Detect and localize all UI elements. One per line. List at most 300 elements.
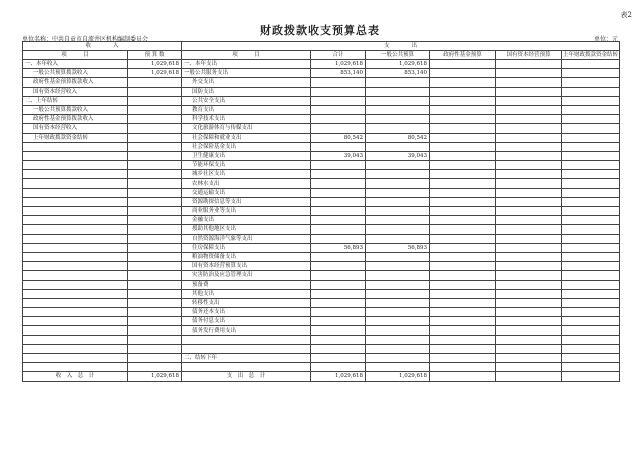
fund-budget-cell	[430, 124, 496, 133]
unit-measure: 单位：元	[593, 36, 618, 43]
income-value-cell	[128, 317, 182, 326]
prev-year-header: 上年财政拨款资金结转	[563, 52, 619, 58]
state-capital-cell	[496, 252, 562, 261]
fund-budget-cell	[430, 289, 496, 298]
state-capital-cell	[496, 124, 562, 133]
total-cell	[311, 363, 366, 372]
table-row	[23, 170, 620, 179]
expense-item-cell: 灾害防治及应急管理支出	[182, 271, 311, 280]
state-capital-cell	[496, 308, 562, 317]
total-cell	[311, 326, 366, 335]
fund-budget-cell	[430, 142, 496, 151]
state-capital-cell	[496, 78, 562, 87]
total-cell	[311, 298, 366, 307]
general-budget-cell	[366, 225, 430, 234]
fund-budget-cell	[430, 170, 496, 179]
income-value-cell	[128, 262, 182, 271]
income-item-cell	[23, 188, 128, 197]
income-value-cell	[128, 115, 182, 124]
general-total-value: 1,029,618	[366, 372, 430, 381]
state-capital-header: 国有资本经营预算	[496, 51, 562, 60]
total-cell: 853,140	[311, 69, 366, 78]
expense-item-cell: 公共安全支出	[182, 96, 311, 105]
prev-year-cell	[562, 161, 620, 170]
income-value-cell	[128, 298, 182, 307]
prev-year-cell	[562, 78, 620, 87]
fund-budget-cell	[430, 243, 496, 252]
income-value-cell	[128, 170, 182, 179]
table-row	[23, 207, 620, 216]
state-capital-cell	[496, 289, 562, 298]
form-number: 表2	[620, 11, 632, 19]
fund-budget-cell	[430, 344, 496, 353]
expense-item-cell: 农林水支出	[182, 179, 311, 188]
prev-year-cell	[562, 124, 620, 133]
expense-item-cell: 自然资源海洋气象等支出	[182, 234, 311, 243]
total-cell	[311, 78, 366, 87]
expense-item-cell: 一、本年支出	[182, 60, 311, 69]
prev-year-cell	[562, 207, 620, 216]
table-row	[23, 142, 620, 151]
fund-budget-cell	[430, 133, 496, 142]
income-value-cell	[128, 179, 182, 188]
income-item-cell	[23, 317, 128, 326]
income-value-cell: 1,029,618	[128, 69, 182, 78]
state-capital-cell	[496, 335, 562, 344]
expense-item-cell: 金融支出	[182, 216, 311, 225]
table-row	[23, 234, 620, 243]
prev-year-cell	[562, 96, 620, 105]
state-capital-cell	[496, 151, 562, 160]
table-row	[23, 252, 620, 261]
table-row	[23, 308, 620, 317]
table-row	[23, 105, 620, 114]
total-cell	[311, 335, 366, 344]
total-cell	[311, 317, 366, 326]
table-row	[23, 289, 620, 298]
income-item-cell	[23, 170, 128, 179]
income-value-cell	[128, 344, 182, 353]
table-row	[23, 197, 620, 206]
expense-item-cell: 社会保险基金支出	[182, 142, 311, 151]
total-cell	[311, 280, 366, 289]
general-budget-cell	[366, 197, 430, 206]
general-budget-cell	[366, 317, 430, 326]
income-item-cell	[23, 207, 128, 216]
prev-year-cell	[562, 60, 620, 69]
income-value-cell	[128, 252, 182, 261]
general-budget-cell: 80,542	[366, 133, 430, 142]
fund-total-value	[430, 372, 496, 381]
expense-item-cell: 科学技术支出	[182, 115, 311, 124]
expense-item-cell	[182, 363, 311, 372]
expense-header: 支 出	[182, 42, 620, 51]
fund-budget-cell	[430, 60, 496, 69]
income-item-cell: 一、本年收入	[23, 60, 128, 69]
expense-item-cell: 城乡社区支出	[182, 170, 311, 179]
general-budget-cell	[366, 188, 430, 197]
general-budget-cell: 853,140	[366, 69, 430, 78]
income-item-cell	[23, 354, 128, 363]
income-item-cell	[23, 262, 128, 271]
table-row	[23, 60, 620, 69]
general-budget-header: 一般公共预算	[366, 51, 430, 60]
state-capital-cell	[496, 317, 562, 326]
general-budget-cell	[366, 124, 430, 133]
income-item-cell: 国有资本经营收入	[23, 124, 128, 133]
table-row	[23, 335, 620, 344]
general-budget-cell	[366, 289, 430, 298]
prev-year-cell	[562, 262, 620, 271]
income-item-cell	[23, 243, 128, 252]
fund-budget-cell	[430, 317, 496, 326]
general-budget-cell	[366, 115, 430, 124]
fund-budget-cell	[430, 188, 496, 197]
expense-item-cell	[182, 344, 311, 353]
table-row	[23, 298, 620, 307]
header-row-1	[23, 42, 620, 51]
income-value-cell	[128, 280, 182, 289]
state-capital-cell	[496, 197, 562, 206]
income-item-cell	[23, 216, 128, 225]
general-budget-cell	[366, 78, 430, 87]
income-value-cell	[128, 363, 182, 372]
table-row	[23, 262, 620, 271]
table-row	[23, 96, 620, 105]
total-header: 合计	[311, 51, 366, 60]
general-budget-cell	[366, 326, 430, 335]
table-row	[23, 344, 620, 353]
state-capital-cell	[496, 344, 562, 353]
general-budget-cell	[366, 96, 430, 105]
state-capital-cell	[496, 225, 562, 234]
prev-year-cell	[562, 133, 620, 142]
fund-budget-cell	[430, 225, 496, 234]
income-item-cell	[23, 326, 128, 335]
total-cell: 56,893	[311, 243, 366, 252]
fund-budget-cell	[430, 234, 496, 243]
fund-budget-cell	[430, 161, 496, 170]
income-item-cell	[23, 280, 128, 289]
total-cell: 80,542	[311, 133, 366, 142]
expense-item-cell: 节能环保支出	[182, 161, 311, 170]
table-row	[23, 363, 620, 372]
fund-budget-cell	[430, 280, 496, 289]
expense-item-cell: 社会保障和就业支出	[182, 133, 311, 142]
state-capital-cell	[496, 87, 562, 96]
table-row	[23, 69, 620, 78]
income-value-cell	[128, 133, 182, 142]
income-value-cell	[128, 161, 182, 170]
income-item-cell	[23, 142, 128, 151]
income-item-header: 项 目	[23, 51, 128, 60]
expense-item-cell: 其他支出	[182, 289, 311, 298]
header-row-2	[23, 51, 620, 60]
general-budget-cell	[366, 298, 430, 307]
prev-year-cell	[562, 69, 620, 78]
expense-item-cell: 卫生健康支出	[182, 151, 311, 160]
income-value-cell	[128, 326, 182, 335]
state-capital-total-value	[496, 372, 562, 381]
prev-year-cell	[562, 142, 620, 151]
general-budget-cell	[366, 105, 430, 114]
income-item-cell	[23, 308, 128, 317]
prev-year-total-value	[562, 372, 620, 381]
fund-budget-cell	[430, 179, 496, 188]
total-cell	[311, 216, 366, 225]
state-capital-cell	[496, 363, 562, 372]
prev-year-cell	[562, 354, 620, 363]
income-item-cell	[23, 363, 128, 372]
state-capital-cell	[496, 243, 562, 252]
state-capital-cell	[496, 298, 562, 307]
total-cell	[311, 179, 366, 188]
income-item-cell	[23, 298, 128, 307]
expense-total-value: 1,029,618	[311, 372, 366, 381]
expense-item-cell: 国有资本经营预算支出	[182, 262, 311, 271]
prev-year-cell	[562, 170, 620, 179]
total-cell	[311, 188, 366, 197]
expense-item-cell: 转移性支出	[182, 298, 311, 307]
general-budget-cell	[366, 354, 430, 363]
state-capital-cell	[496, 262, 562, 271]
income-item-cell	[23, 225, 128, 234]
total-cell	[311, 124, 366, 133]
total-cell	[311, 197, 366, 206]
income-value-cell	[128, 188, 182, 197]
total-cell	[311, 252, 366, 261]
income-item-cell: 一般公共预算拨款收入	[23, 69, 128, 78]
general-budget-cell	[366, 142, 430, 151]
fund-budget-cell	[430, 197, 496, 206]
table-row	[23, 151, 620, 160]
prev-year-cell	[562, 280, 620, 289]
general-budget-cell	[366, 179, 430, 188]
state-capital-cell	[496, 207, 562, 216]
fund-budget-cell	[430, 216, 496, 225]
table-row	[23, 78, 620, 87]
unit-name: 单位名称：中共自贡市自流井区机构编制委员会	[22, 36, 149, 43]
income-value-cell	[128, 142, 182, 151]
total-cell	[311, 271, 366, 280]
income-item-cell: 上年财政拨款资金结转	[23, 133, 128, 142]
table-row	[23, 271, 620, 280]
budget-table	[22, 41, 620, 382]
fund-budget-cell	[430, 262, 496, 271]
prev-year-cell	[562, 363, 620, 372]
total-cell	[311, 344, 366, 353]
state-capital-cell	[496, 326, 562, 335]
table-row	[23, 179, 620, 188]
expense-item-cell: 国防支出	[182, 87, 311, 96]
prev-year-cell	[562, 105, 620, 114]
prev-year-cell	[562, 216, 620, 225]
income-total-label: 收 入 总 计	[23, 372, 128, 381]
general-budget-cell	[366, 335, 430, 344]
state-capital-cell	[496, 142, 562, 151]
state-capital-cell	[496, 170, 562, 179]
income-item-cell	[23, 271, 128, 280]
general-budget-cell	[366, 216, 430, 225]
general-budget-cell	[366, 252, 430, 261]
fund-budget-cell	[430, 363, 496, 372]
table-row	[23, 280, 620, 289]
expense-item-cell: 交通运输支出	[182, 188, 311, 197]
fund-budget-cell	[430, 105, 496, 114]
state-capital-cell	[496, 105, 562, 114]
general-budget-cell: 1,029,618	[366, 60, 430, 69]
income-item-cell: 一般公共预算拨款收入	[23, 105, 128, 114]
income-value-cell	[128, 308, 182, 317]
general-budget-cell	[366, 344, 430, 353]
fund-budget-cell	[430, 252, 496, 261]
total-cell	[311, 289, 366, 298]
income-value-cell	[128, 335, 182, 344]
income-item-cell: 国有资本经营收入	[23, 87, 128, 96]
expense-item-cell: 预备费	[182, 280, 311, 289]
income-value-cell	[128, 289, 182, 298]
table-row	[23, 225, 620, 234]
total-cell: 1,029,618	[311, 60, 366, 69]
income-value-cell	[128, 87, 182, 96]
table-row	[23, 188, 620, 197]
income-item-cell: 二、上年结转	[23, 96, 128, 105]
income-value-cell	[128, 151, 182, 160]
prev-year-cell	[562, 308, 620, 317]
general-budget-cell	[366, 207, 430, 216]
income-value-cell	[128, 207, 182, 216]
total-cell	[311, 262, 366, 271]
prev-year-cell	[562, 225, 620, 234]
general-budget-cell	[366, 262, 430, 271]
table-row	[23, 243, 620, 252]
income-item-cell	[23, 151, 128, 160]
general-budget-cell	[366, 308, 430, 317]
income-item-cell: 政府性基金预算拨款收入	[23, 115, 128, 124]
total-cell	[311, 96, 366, 105]
income-item-cell: 政府性基金预算拨款收入	[23, 78, 128, 87]
fund-budget-cell	[430, 78, 496, 87]
income-value-cell	[128, 124, 182, 133]
prev-year-cell	[562, 317, 620, 326]
state-capital-cell	[496, 161, 562, 170]
income-item-cell	[23, 335, 128, 344]
state-capital-cell	[496, 69, 562, 78]
total-cell	[311, 87, 366, 96]
total-cell	[311, 115, 366, 124]
prev-year-cell	[562, 197, 620, 206]
state-capital-cell	[496, 188, 562, 197]
income-item-cell	[23, 197, 128, 206]
prev-year-cell	[562, 289, 620, 298]
expense-item-cell: 资源勘探信息等支出	[182, 197, 311, 206]
total-cell: 39,043	[311, 151, 366, 160]
income-item-cell	[23, 289, 128, 298]
fund-budget-cell	[430, 335, 496, 344]
income-item-cell	[23, 234, 128, 243]
income-item-cell	[23, 344, 128, 353]
fund-budget-cell	[430, 271, 496, 280]
fund-budget-cell	[430, 96, 496, 105]
expense-item-cell: 外交支出	[182, 78, 311, 87]
income-item-cell	[23, 252, 128, 261]
income-value-cell	[128, 243, 182, 252]
total-cell	[311, 142, 366, 151]
state-capital-cell	[496, 115, 562, 124]
prev-year-cell	[562, 298, 620, 307]
general-budget-cell	[366, 87, 430, 96]
expense-item-cell: 粮油物资储备支出	[182, 252, 311, 261]
state-capital-cell	[496, 179, 562, 188]
income-header: 收 入	[23, 42, 182, 51]
expense-item-header: 项 目	[182, 51, 311, 60]
total-cell	[311, 207, 366, 216]
expense-total-label: 支 出 总 计	[182, 372, 311, 381]
expense-item-cell: 债务发行费用支出	[182, 326, 311, 335]
fund-budget-cell	[430, 87, 496, 96]
expense-item-cell: 二、结转下年	[182, 354, 311, 363]
prev-year-cell	[562, 151, 620, 160]
state-capital-cell	[496, 271, 562, 280]
fund-budget-cell	[430, 354, 496, 363]
income-total-value: 1,029,618	[128, 372, 182, 381]
state-capital-cell	[496, 60, 562, 69]
expense-item-cell: 援助其他地区支出	[182, 225, 311, 234]
expense-item-cell: 债务付息支出	[182, 317, 311, 326]
general-budget-cell	[366, 161, 430, 170]
total-cell	[311, 105, 366, 114]
state-capital-cell	[496, 234, 562, 243]
total-cell	[311, 308, 366, 317]
table-row	[23, 216, 620, 225]
income-item-cell	[23, 179, 128, 188]
fund-budget-cell	[430, 207, 496, 216]
general-budget-cell	[366, 271, 430, 280]
table-row	[23, 133, 620, 142]
expense-item-cell: 住房保障支出	[182, 243, 311, 252]
state-capital-cell	[496, 354, 562, 363]
income-value-cell	[128, 105, 182, 114]
prev-year-cell	[562, 188, 620, 197]
prev-year-cell	[562, 234, 620, 243]
expense-item-cell: 商业服务业等支出	[182, 207, 311, 216]
general-budget-cell	[366, 363, 430, 372]
total-cell	[311, 354, 366, 363]
prev-year-cell	[562, 243, 620, 252]
general-budget-cell	[366, 280, 430, 289]
income-value-cell	[128, 78, 182, 87]
expense-item-cell: 教育支出	[182, 105, 311, 114]
expense-item-cell: 文化旅游体育与传媒支出	[182, 124, 311, 133]
income-value-cell	[128, 225, 182, 234]
budget-header: 预 算 数	[128, 51, 182, 60]
state-capital-cell	[496, 133, 562, 142]
income-value-cell	[128, 354, 182, 363]
prev-year-cell	[562, 271, 620, 280]
table-row	[23, 124, 620, 133]
state-capital-cell	[496, 216, 562, 225]
total-cell	[311, 161, 366, 170]
income-value-cell	[128, 197, 182, 206]
income-value-cell	[128, 271, 182, 280]
prev-year-cell	[562, 115, 620, 124]
income-value-cell	[128, 96, 182, 105]
prev-year-cell	[562, 335, 620, 344]
fund-budget-cell	[430, 326, 496, 335]
expense-item-cell: 一般公共服务支出	[182, 69, 311, 78]
table-row	[23, 161, 620, 170]
state-capital-cell	[496, 280, 562, 289]
